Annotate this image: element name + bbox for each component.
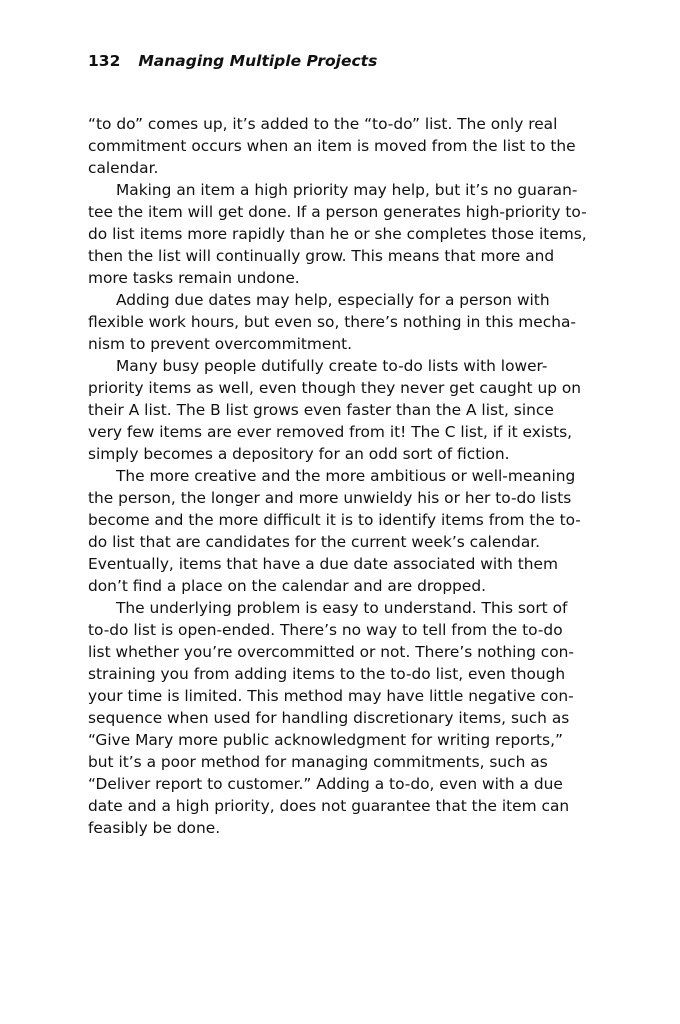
text-line: don’t find a place on the calendar and are dropped.: [88, 577, 486, 595]
text-line: commitment occurs when an item is moved from the list to the: [88, 137, 576, 155]
paragraph-creative-person: [88, 465, 598, 597]
paragraph-lower-priority: [88, 355, 598, 465]
running-head: [88, 52, 377, 70]
text-line: become and the more difficult it is to identify items from the to-: [88, 511, 581, 529]
text-line: calendar.: [88, 159, 159, 177]
text-line: your time is limited. This method may have little negative con-: [88, 687, 574, 705]
text-line: “Deliver report to customer.” Adding a to-do, even with a due: [88, 775, 563, 793]
text-line: Eventually, items that have a due date associated with them: [88, 555, 559, 573]
text-line: date and a high priority, does not guarantee that the item can: [88, 797, 570, 815]
text-line: nism to prevent overcommitment.: [88, 335, 353, 353]
text-line: to-do list is open-ended. There’s no way to tell from the to-do: [88, 621, 563, 639]
text-line: priority items as well, even though they never get caught up on: [88, 379, 582, 397]
text-line: more tasks remain undone.: [88, 269, 300, 287]
paragraph-continuation: [88, 113, 598, 179]
text-line: The more creative and the more ambitious or well-meaning: [116, 467, 576, 485]
body-text: [88, 113, 598, 839]
paragraph-underlying-problem: [88, 597, 598, 839]
text-line: the person, the longer and more unwieldy his or her to-do lists: [88, 489, 572, 507]
text-line: very few items are ever removed from it! The C list, if it exists,: [88, 423, 573, 441]
paragraph-high-priority: [88, 179, 598, 289]
text-line: but it’s a poor method for managing commitments, such as: [88, 753, 548, 771]
text-line: do list items more rapidly than he or she completes those items,: [88, 225, 587, 243]
text-line: flexible work hours, but even so, there’s nothing in this mecha-: [88, 313, 576, 331]
page-number: 132: [88, 52, 121, 70]
text-line: Adding due dates may help, especially for a person with: [116, 291, 550, 309]
text-line: do list that are candidates for the current week’s calendar.: [88, 533, 541, 551]
text-line: The underlying problem is easy to understand. This sort of: [116, 599, 568, 617]
text-line: then the list will continually grow. This means that more and: [88, 247, 555, 265]
text-line: simply becomes a depository for an odd sort of fiction.: [88, 445, 510, 463]
text-line: Many busy people dutifully create to-do lists with lower-: [116, 357, 548, 375]
text-line: sequence when used for handling discretionary items, such as: [88, 709, 570, 727]
text-line: “Give Mary more public acknowledgment for writing reports,”: [88, 731, 563, 749]
text-line: straining you from adding items to the to-do list, even though: [88, 665, 566, 683]
text-line: tee the item will get done. If a person generates high-priority to-: [88, 203, 587, 221]
text-line: feasibly be done.: [88, 819, 221, 837]
paragraph-due-dates: [88, 289, 598, 355]
text-line: “to do” comes up, it’s added to the “to-do” list. The only real: [88, 115, 558, 133]
text-line: Making an item a high priority may help, but it’s no guaran-: [116, 181, 578, 199]
running-title: Managing Multiple Projects: [138, 52, 378, 70]
text-line: their A list. The B list grows even faster than the A list, since: [88, 401, 554, 419]
text-line: list whether you’re overcommitted or not. There’s nothing con-: [88, 643, 574, 661]
